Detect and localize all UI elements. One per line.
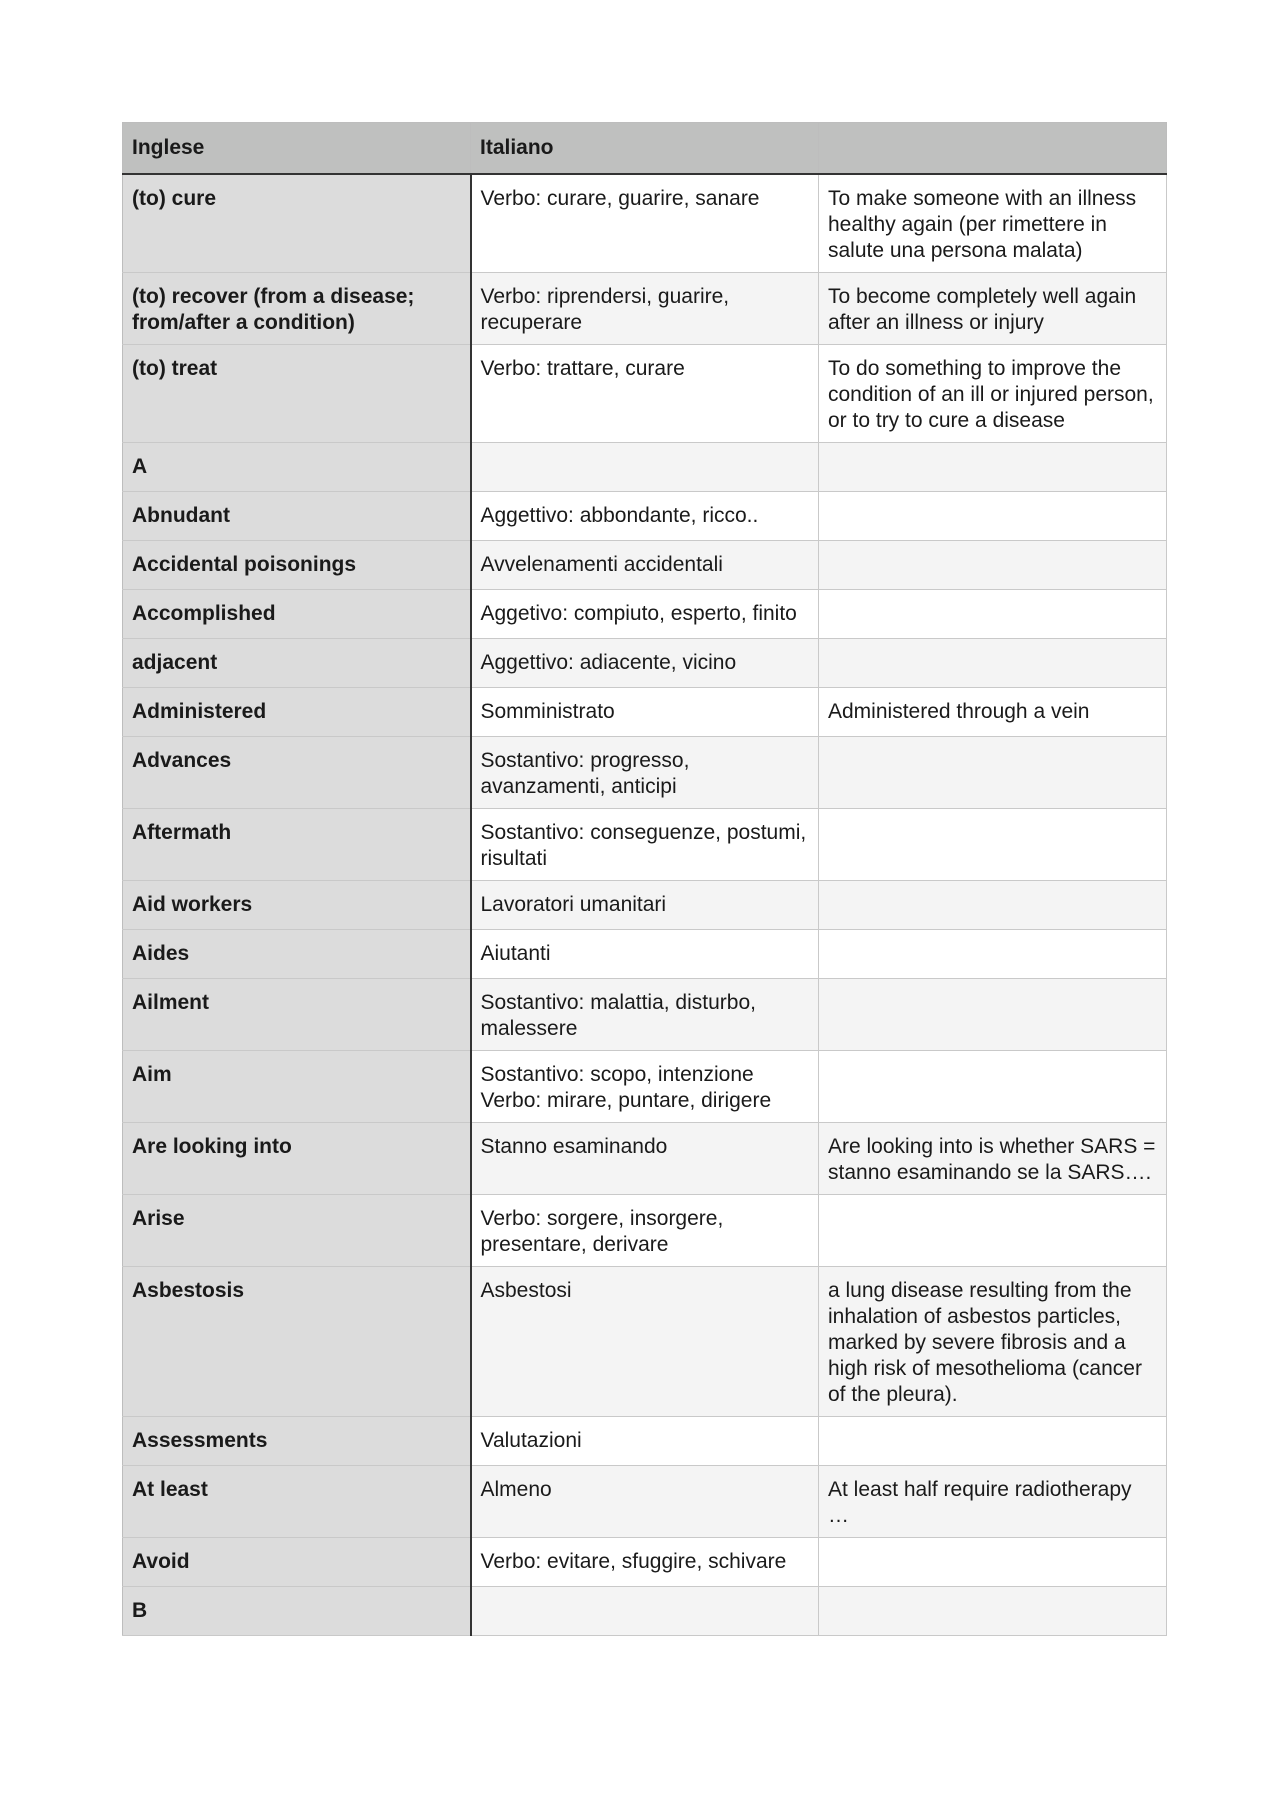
italian-translation-cell xyxy=(471,174,819,273)
definition-note-cell xyxy=(819,737,1167,809)
table-row xyxy=(123,345,1167,443)
definition-note-cell xyxy=(819,1195,1167,1267)
english-term-cell: Are looking into xyxy=(123,1123,471,1195)
table-row xyxy=(123,492,1167,541)
header-english: Inglese xyxy=(123,123,471,175)
table-row xyxy=(123,443,1167,492)
translation-line: Sostantivo: progresso, avanzamenti, anticipi xyxy=(480,749,690,798)
translation-line: Valutazioni xyxy=(480,1429,582,1452)
italian-translation-cell xyxy=(471,273,819,345)
translation-line: Verbo: mirare, puntare, dirigere xyxy=(480,1089,772,1112)
english-term-cell: Aim xyxy=(123,1051,471,1123)
english-term-cell: Accidental poisonings xyxy=(123,541,471,590)
definition-note-cell xyxy=(819,1538,1167,1587)
italian-translation-cell xyxy=(471,1051,819,1123)
definition-note-cell xyxy=(819,930,1167,979)
table-row xyxy=(123,1538,1167,1587)
translation-line: Sostantivo: conseguenze, postumi, risultati xyxy=(480,821,807,870)
english-term-cell: A xyxy=(123,443,471,492)
table-row xyxy=(123,174,1167,273)
italian-translation-cell xyxy=(471,541,819,590)
italian-translation-cell xyxy=(471,737,819,809)
table-header-row xyxy=(123,123,1167,175)
italian-translation-cell xyxy=(471,809,819,881)
table-row xyxy=(123,930,1167,979)
translation-line: Verbo: evitare, sfuggire, schivare xyxy=(480,1550,787,1573)
header-notes xyxy=(819,123,1167,175)
english-term-cell: Accomplished xyxy=(123,590,471,639)
definition-note-cell: To become completely well again after an illness or injury xyxy=(819,273,1167,345)
english-term-cell: At least xyxy=(123,1466,471,1538)
table-row xyxy=(123,273,1167,345)
italian-translation-cell xyxy=(471,688,819,737)
english-term-cell: Ailment xyxy=(123,979,471,1051)
table-row xyxy=(123,881,1167,930)
definition-note-cell: At least half require radiotherapy … xyxy=(819,1466,1167,1538)
definition-note-cell xyxy=(819,541,1167,590)
glossary-table xyxy=(122,122,1167,1636)
table-row xyxy=(123,590,1167,639)
translation-line: Aggettivo: abbondante, ricco.. xyxy=(480,504,759,527)
italian-translation-cell xyxy=(471,1538,819,1587)
italian-translation-cell xyxy=(471,1417,819,1466)
definition-note-cell: Are looking into is whether SARS = stanno esaminando se la SARS…. xyxy=(819,1123,1167,1195)
definition-note-cell xyxy=(819,881,1167,930)
translation-line: Verbo: riprendersi, guarire, recuperare xyxy=(480,285,730,334)
translation-line: Aggettivo: adiacente, vicino xyxy=(480,651,737,674)
definition-note-cell xyxy=(819,639,1167,688)
definition-note-cell xyxy=(819,443,1167,492)
italian-translation-cell xyxy=(471,1466,819,1538)
english-term-cell: (to) cure xyxy=(123,174,471,273)
english-term-cell: Abnudant xyxy=(123,492,471,541)
translation-line: Sostantivo: malattia, disturbo, malessere xyxy=(480,991,756,1040)
table-row xyxy=(123,979,1167,1051)
table-row xyxy=(123,639,1167,688)
italian-translation-cell xyxy=(471,443,819,492)
definition-note-cell xyxy=(819,492,1167,541)
table-row xyxy=(123,541,1167,590)
definition-note-cell xyxy=(819,1051,1167,1123)
translation-line: Asbestosi xyxy=(480,1279,572,1302)
header-italian: Italiano xyxy=(471,123,819,175)
definition-note-cell xyxy=(819,590,1167,639)
italian-translation-cell xyxy=(471,590,819,639)
table-row xyxy=(123,1051,1167,1123)
english-term-cell: Administered xyxy=(123,688,471,737)
translation-line: Aiutanti xyxy=(480,942,551,965)
english-term-cell: Aid workers xyxy=(123,881,471,930)
table-row xyxy=(123,1123,1167,1195)
english-term-cell: (to) recover (from a disease; from/after a condition) xyxy=(123,273,471,345)
translation-line: Somministrato xyxy=(480,700,615,723)
table-row xyxy=(123,1587,1167,1636)
translation-line: Stanno esaminando xyxy=(480,1135,668,1158)
english-term-cell: Advances xyxy=(123,737,471,809)
translation-line: Verbo: sorgere, insorgere, presentare, derivare xyxy=(480,1207,724,1256)
table-row xyxy=(123,1417,1167,1466)
italian-translation-cell xyxy=(471,639,819,688)
definition-note-cell xyxy=(819,979,1167,1051)
translation-line: Verbo: curare, guarire, sanare xyxy=(480,187,760,210)
italian-translation-cell xyxy=(471,1587,819,1636)
definition-note-cell: To make someone with an illness healthy again (per rimettere in salute una persona malata) xyxy=(819,174,1167,273)
english-term-cell: Aides xyxy=(123,930,471,979)
table-row xyxy=(123,1466,1167,1538)
table-row xyxy=(123,688,1167,737)
translation-line: Sostantivo: scopo, intenzione xyxy=(480,1063,754,1086)
italian-translation-cell xyxy=(471,1195,819,1267)
translation-line: Almeno xyxy=(480,1478,552,1501)
english-term-cell: Avoid xyxy=(123,1538,471,1587)
english-term-cell: adjacent xyxy=(123,639,471,688)
definition-note-cell: Administered through a vein xyxy=(819,688,1167,737)
translation-line: Aggetivo: compiuto, esperto, finito xyxy=(480,602,797,625)
table-row xyxy=(123,737,1167,809)
table-row xyxy=(123,1267,1167,1417)
translation-line: Verbo: trattare, curare xyxy=(480,357,685,380)
italian-translation-cell xyxy=(471,1123,819,1195)
italian-translation-cell xyxy=(471,979,819,1051)
english-term-cell: Arise xyxy=(123,1195,471,1267)
definition-note-cell xyxy=(819,1587,1167,1636)
english-term-cell: (to) treat xyxy=(123,345,471,443)
english-term-cell: Asbestosis xyxy=(123,1267,471,1417)
translation-line: Avvelenamenti accidentali xyxy=(480,553,723,576)
italian-translation-cell xyxy=(471,881,819,930)
italian-translation-cell xyxy=(471,1267,819,1417)
italian-translation-cell xyxy=(471,930,819,979)
definition-note-cell: a lung disease resulting from the inhalation of asbestos particles, marked by severe fibrosis and a high risk of mesothelioma (cancer of the pleura). xyxy=(819,1267,1167,1417)
english-term-cell: B xyxy=(123,1587,471,1636)
italian-translation-cell xyxy=(471,345,819,443)
table-row xyxy=(123,1195,1167,1267)
definition-note-cell xyxy=(819,1417,1167,1466)
table-row xyxy=(123,809,1167,881)
italian-translation-cell xyxy=(471,492,819,541)
english-term-cell: Aftermath xyxy=(123,809,471,881)
glossary-body xyxy=(123,174,1167,1636)
english-term-cell: Assessments xyxy=(123,1417,471,1466)
translation-line: Lavoratori umanitari xyxy=(480,893,667,916)
definition-note-cell: To do something to improve the condition of an ill or injured person, or to try to cure a disease xyxy=(819,345,1167,443)
definition-note-cell xyxy=(819,809,1167,881)
